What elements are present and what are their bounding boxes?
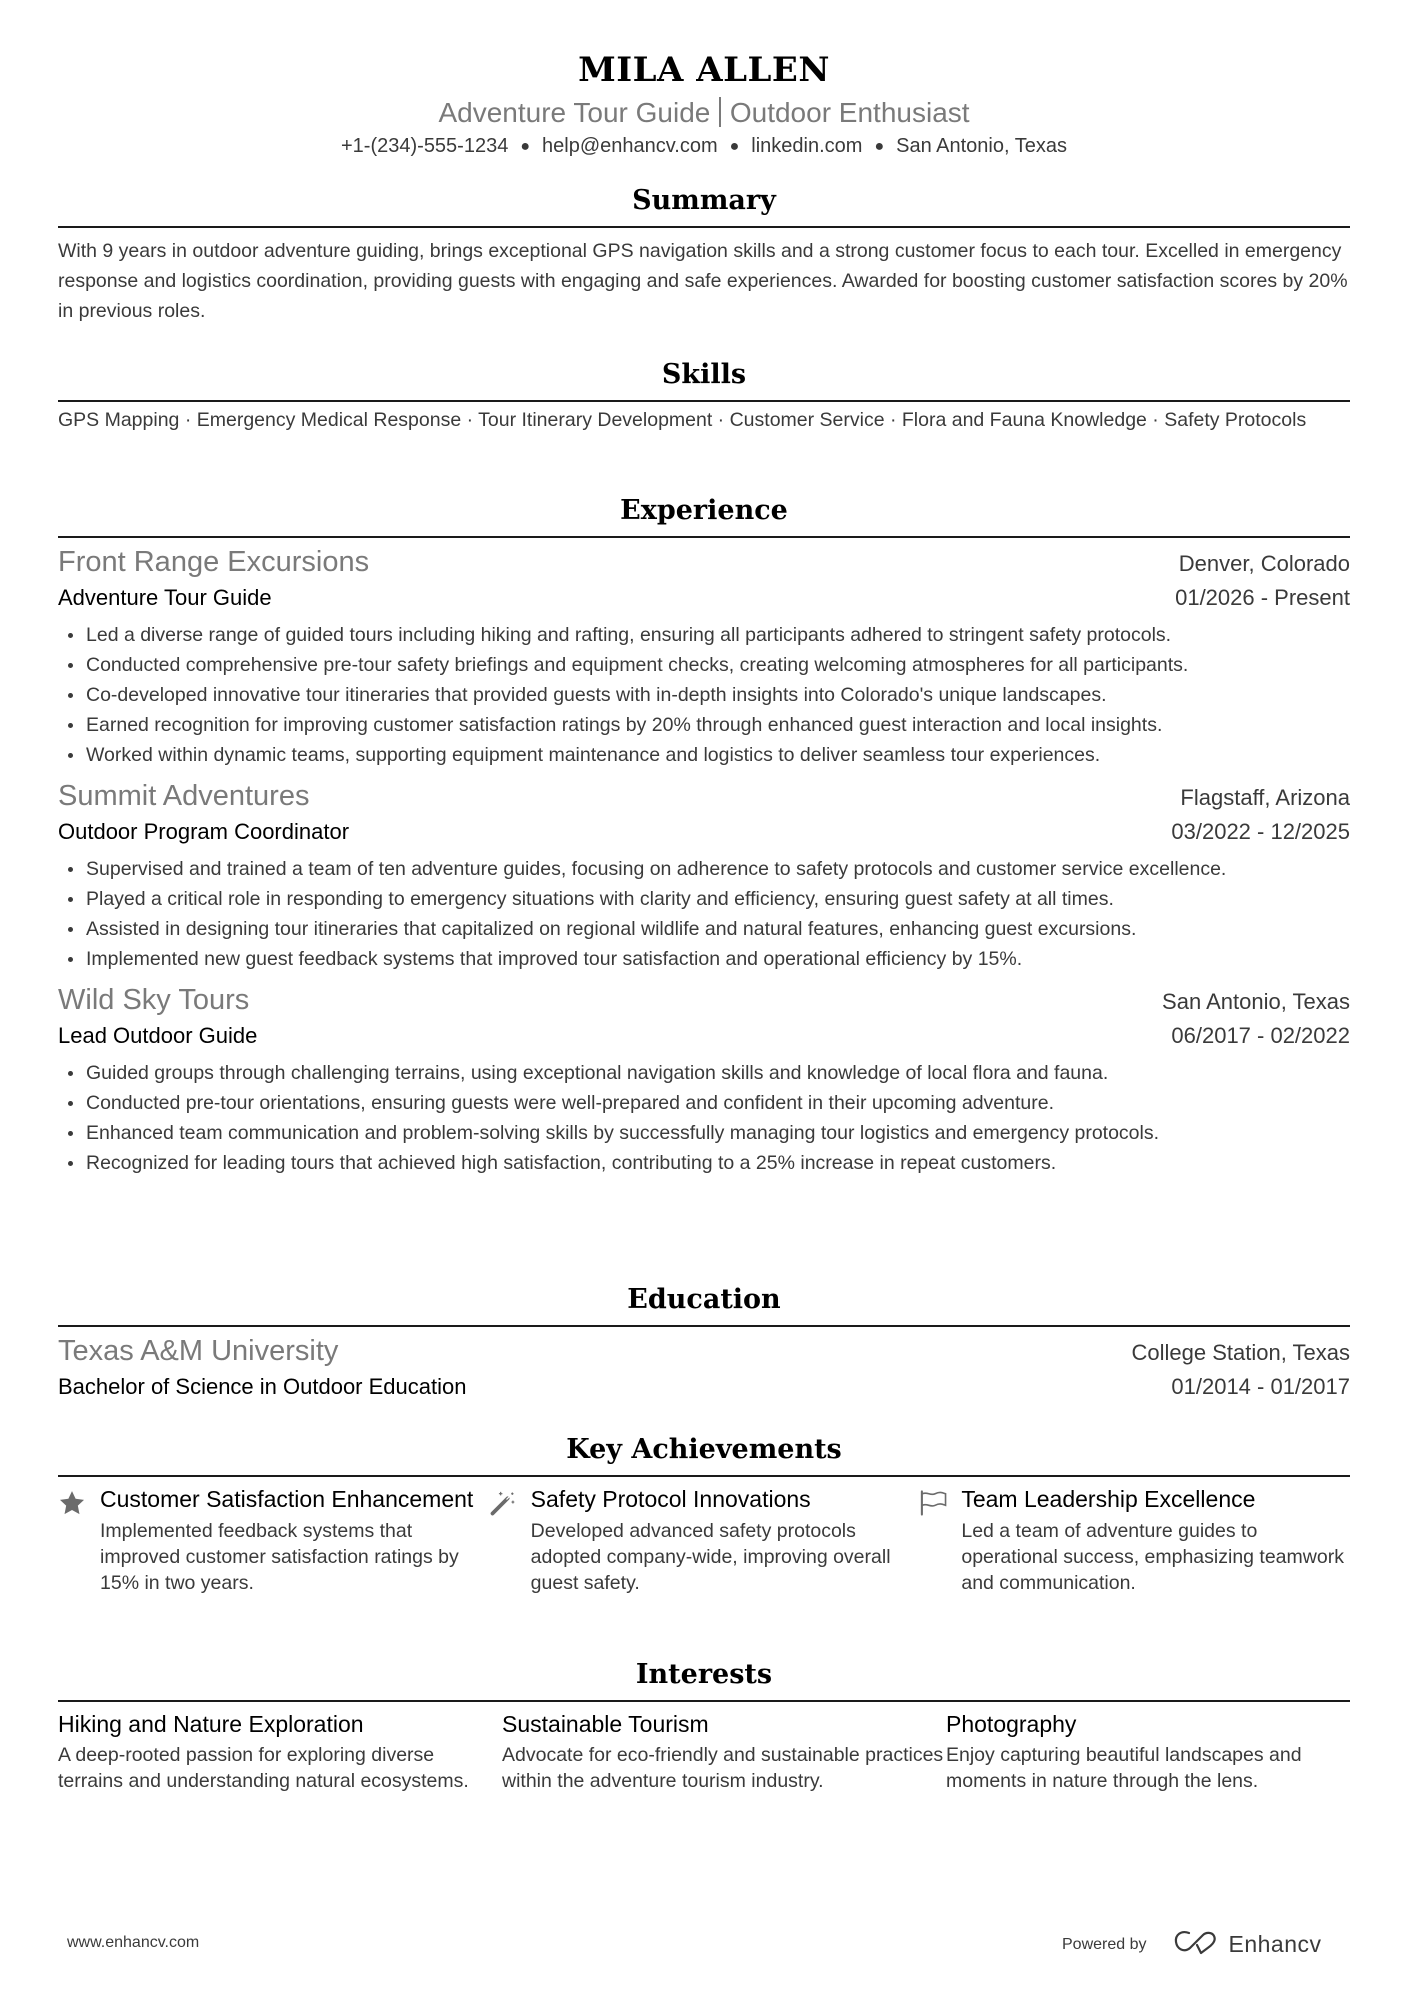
experience-section	[58, 494, 1350, 1178]
summary-section	[58, 184, 1350, 326]
achievement-description: Developed advanced safety protocols adopted company-wide, improving overall guest safety.	[530, 1520, 891, 1594]
linkedin-link[interactable]: linkedin.com	[751, 135, 863, 157]
experience-entry	[58, 982, 1350, 1178]
skills-list: GPS Mapping · Emergency Medical Response · Tour Itinerary Development · Customer Service · Flora and Fauna Knowledge · Safety Protocols	[58, 409, 1307, 431]
section-divider	[58, 536, 1350, 538]
education-section	[58, 1283, 1350, 1403]
bullet-item: Assisted in designing tour itineraries that capitalized on regional wildlife and natural features, enhancing guest excursions.	[58, 914, 1350, 944]
section-heading-education: Education	[627, 1284, 781, 1315]
interest-item	[502, 1709, 946, 1794]
interest-description: Advocate for eco-friendly and sustainable practices within the adventure tourism industry.	[502, 1744, 944, 1792]
achievement-description: Led a team of adventure guides to operational success, emphasizing teamwork and communication.	[961, 1520, 1344, 1594]
footer-branding	[1062, 1929, 1322, 1960]
company-name: Summit Adventures	[58, 780, 310, 812]
job-bullets	[58, 620, 1350, 770]
achievement-item	[58, 1485, 489, 1596]
title-primary: Adventure Tour Guide	[438, 97, 711, 128]
interest-title: Photography	[946, 1711, 1077, 1737]
company-name: Wild Sky Tours	[58, 984, 250, 1016]
section-heading-experience: Experience	[620, 495, 788, 526]
interest-title: Hiking and Nature Exploration	[58, 1711, 364, 1737]
section-divider	[58, 1325, 1350, 1327]
interest-description: A deep-rooted passion for exploring diverse terrains and understanding natural ecosystems.	[58, 1744, 469, 1792]
separator-dot: ●	[874, 138, 885, 155]
job-dates: 01/2026 - Present	[1175, 585, 1350, 610]
bullet-item: Worked within dynamic teams, supporting equipment maintenance and logistics to deliver seamless tour experiences.	[58, 740, 1350, 770]
phone: +1-(234)-555-1234	[341, 135, 509, 157]
bullet-item: Enhanced team communication and problem-solving skills by successfully managing tour logistics and emergency protocols.	[58, 1118, 1350, 1148]
job-location: Denver, Colorado	[1178, 551, 1350, 576]
job-bullets	[58, 1058, 1350, 1178]
achievement-item	[919, 1485, 1350, 1596]
footer-website-link[interactable]: www.enhancv.com	[67, 1934, 200, 1951]
title-divider	[719, 97, 721, 127]
interests-section	[58, 1658, 1350, 1794]
bullet-item: Implemented new guest feedback systems that improved tour satisfaction and operational efficiency by 15%.	[58, 944, 1350, 974]
interest-description: Enjoy capturing beautiful landscapes and moments in nature through the lens.	[946, 1744, 1302, 1792]
interest-item	[58, 1709, 502, 1794]
job-title: Adventure Tour Guide	[58, 585, 272, 610]
job-title: Lead Outdoor Guide	[58, 1023, 258, 1048]
job-bullets	[58, 854, 1350, 974]
flag-icon	[919, 1485, 961, 1596]
bullet-item: Conducted pre-tour orientations, ensuring guests were well-prepared and confident in their upcoming adventure.	[58, 1088, 1350, 1118]
summary-text: With 9 years in outdoor adventure guiding, brings exceptional GPS navigation skills and a strong customer focus to each tour. Excelled in emergency response and logistics coordination, providing guests with engaging and safe experiences. Awarded for boosting customer satisfaction scores by 20% in previous roles.	[58, 240, 1348, 322]
bullet-item: Co-developed innovative tour itineraries that provided guests with in-depth insights into Colorado's unique landscapes.	[58, 680, 1350, 710]
email-link[interactable]: help@enhancv.com	[542, 135, 718, 157]
section-heading-interests: Interests	[635, 1659, 773, 1690]
candidate-title	[58, 96, 1350, 130]
section-heading-achievements: Key Achievements	[566, 1434, 842, 1465]
school-name: Texas A&M University	[58, 1335, 339, 1367]
candidate-name: MILA ALLEN	[578, 50, 830, 90]
powered-by-label: Powered by	[1062, 1935, 1147, 1953]
achievement-title: Team Leadership Excellence	[961, 1486, 1256, 1512]
star-icon	[58, 1485, 100, 1596]
enhancv-logo-icon	[1173, 1929, 1219, 1960]
experience-entry	[58, 778, 1350, 974]
interest-item	[946, 1709, 1350, 1794]
section-divider	[58, 400, 1350, 402]
separator-dot: ●	[729, 138, 740, 155]
contact-line	[58, 133, 1350, 161]
interest-title: Sustainable Tourism	[502, 1711, 709, 1737]
bullet-item: Supervised and trained a team of ten adventure guides, focusing on adherence to safety protocols and customer service excellence.	[58, 854, 1350, 884]
achievements-section	[58, 1433, 1350, 1596]
bullet-item: Conducted comprehensive pre-tour safety briefings and equipment checks, creating welcoming atmospheres for all participants.	[58, 650, 1350, 680]
separator-dot: ●	[520, 138, 531, 155]
degree: Bachelor of Science in Outdoor Education	[58, 1374, 467, 1399]
school-location: College Station, Texas	[1131, 1340, 1350, 1365]
job-location: San Antonio, Texas	[1162, 989, 1350, 1014]
bullet-item: Led a diverse range of guided tours including hiking and rafting, ensuring all participants adhered to stringent safety protocols.	[58, 620, 1350, 650]
job-dates: 03/2022 - 12/2025	[1171, 819, 1350, 844]
education-entry	[58, 1333, 1350, 1403]
magic-wand-icon	[489, 1485, 531, 1596]
section-heading-skills: Skills	[661, 359, 747, 390]
job-location: Flagstaff, Arizona	[1180, 785, 1350, 810]
section-divider	[58, 1475, 1350, 1477]
bullet-item: Played a critical role in responding to emergency situations with clarity and efficiency, ensuring guest safety at all times.	[58, 884, 1350, 914]
achievement-item	[489, 1485, 920, 1596]
skills-section	[58, 358, 1350, 434]
job-dates: 06/2017 - 02/2022	[1171, 1023, 1350, 1048]
education-dates: 01/2014 - 01/2017	[1171, 1374, 1350, 1399]
achievement-title: Customer Satisfaction Enhancement	[100, 1486, 474, 1512]
section-heading-summary: Summary	[632, 185, 776, 216]
location: San Antonio, Texas	[896, 135, 1067, 157]
section-divider	[58, 226, 1350, 228]
company-name: Front Range Excursions	[58, 546, 370, 578]
achievement-title: Safety Protocol Innovations	[530, 1486, 811, 1512]
section-divider	[58, 1700, 1350, 1702]
bullet-item: Recognized for leading tours that achieved high satisfaction, contributing to a 25% increase in repeat customers.	[58, 1148, 1350, 1178]
enhancv-brand-name[interactable]: Enhancv	[1228, 1931, 1322, 1957]
job-title: Outdoor Program Coordinator	[58, 819, 350, 844]
achievement-description: Implemented feedback systems that improved customer satisfaction ratings by 15% in two years.	[100, 1520, 459, 1594]
experience-entry	[58, 544, 1350, 770]
bullet-item: Guided groups through challenging terrains, using exceptional navigation skills and knowledge of local flora and fauna.	[58, 1058, 1350, 1088]
bullet-item: Earned recognition for improving customer satisfaction ratings by 20% through enhanced guest interaction and local insights.	[58, 710, 1350, 740]
title-secondary: Outdoor Enthusiast	[729, 97, 970, 128]
